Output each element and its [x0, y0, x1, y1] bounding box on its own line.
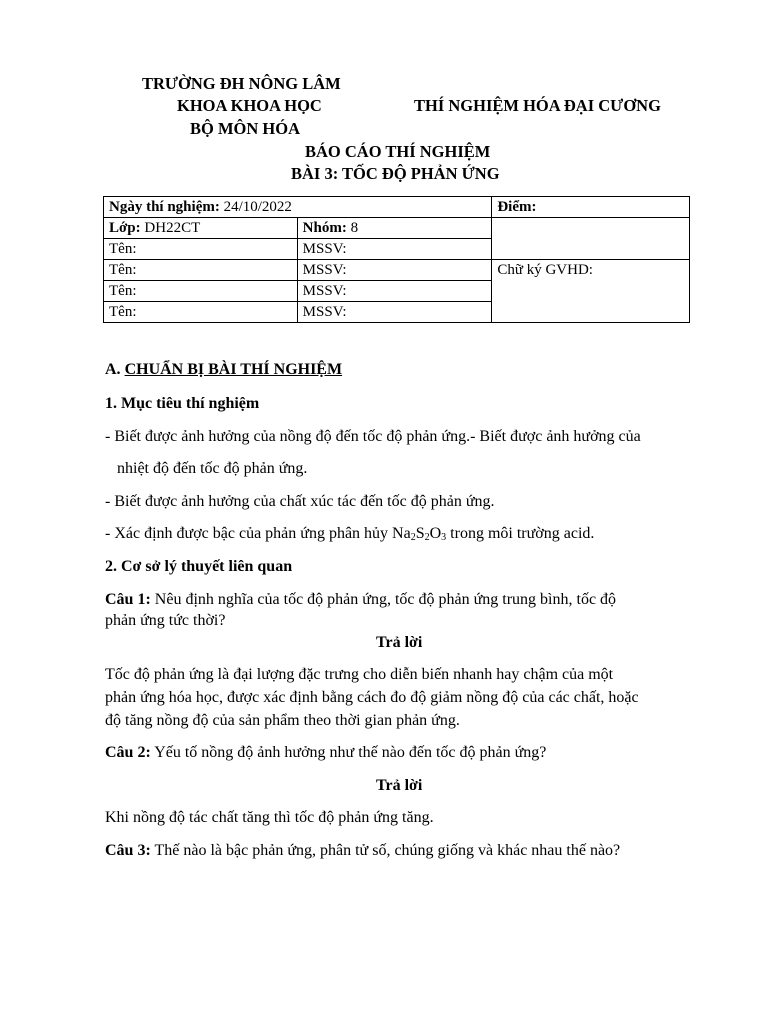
score-box — [492, 218, 690, 239]
subscript: 2 — [410, 532, 416, 543]
student-id-cell: MSSV: — [297, 239, 492, 260]
course-name: THÍ NGHIỆM HÓA ĐẠI CƯƠNG — [414, 96, 661, 115]
student-name-cell: Tên: — [104, 302, 298, 323]
section-a-heading — [105, 358, 342, 382]
subscript: 3 — [441, 532, 447, 543]
section-a-title: CHUẨN BỊ BÀI THÍ NGHIỆM — [124, 361, 343, 378]
student-name-cell: Tên: — [104, 260, 298, 281]
question-1-label: Câu 1: — [105, 591, 151, 608]
objective-3-text: - Xác định được bậc của phản ứng phân hủy Na — [105, 525, 411, 542]
student-id-cell: MSSV: — [297, 302, 492, 323]
table-row — [104, 260, 690, 281]
group-value: 8 — [346, 220, 359, 236]
subscript: 2 — [424, 532, 430, 543]
student-id-cell: MSSV: — [297, 281, 492, 302]
class-label: Lớp: — [109, 220, 141, 236]
formula-part: S — [415, 525, 425, 542]
signature-cell — [492, 260, 690, 323]
question-2-label: Câu 2: — [105, 744, 151, 761]
question-3-label: Câu 3: — [105, 842, 151, 859]
question-2 — [105, 741, 546, 765]
student-name-cell: Tên: — [104, 239, 298, 260]
student-name-cell: Tên: — [104, 281, 298, 302]
objectives-heading: 1. Mục tiêu thí nghiệm — [105, 395, 260, 412]
score-label: Điểm: — [497, 199, 537, 215]
objective-3 — [105, 522, 594, 546]
date-cell — [104, 197, 492, 218]
class-cell — [104, 218, 298, 239]
score-cell — [492, 197, 690, 218]
answer-2: Khi nồng độ tác chất tăng thì tốc độ phản ứng tăng. — [105, 809, 434, 826]
lesson-title: BÀI 3: TỐC ĐỘ PHẢN ỨNG — [291, 164, 500, 183]
class-value: DH22CT — [140, 220, 201, 236]
objective-1-line-1: - Biết được ảnh hưởng của nồng độ đến tốc độ phản ứng.- Biết được ảnh hưởng của — [105, 428, 641, 445]
theory-heading: 2. Cơ sở lý thuyết liên quan — [105, 558, 293, 575]
answer-1-line-2: phản ứng hóa học, được xác định bằng cách đo độ giảm nồng độ của các chất, hoặc — [105, 689, 639, 706]
answer-1-line-3: độ tăng nồng độ của sản phẩm theo thời gian phản ứng. — [105, 712, 460, 729]
date-label: Ngày thí nghiệm: — [109, 199, 220, 215]
faculty-name: KHOA KHOA HỌC — [177, 96, 322, 115]
group-label: Nhóm: — [302, 220, 347, 236]
formula-part: O — [429, 525, 442, 542]
objective-1-line-2: nhiệt độ đến tốc độ phản ứng. — [117, 460, 308, 477]
answer-1-label: Trả lời — [376, 634, 423, 651]
question-2-text: Yếu tố nồng độ ảnh hưởng như thế nào đến tốc độ phản ứng? — [150, 744, 547, 761]
table-row — [104, 239, 690, 260]
question-3 — [105, 839, 620, 863]
score-box-cont — [492, 239, 690, 260]
date-value: 24/10/2022 — [219, 199, 292, 215]
question-3-text: Thế nào là bậc phản ứng, phân tử số, chúng giống và khác nhau thế nào? — [150, 842, 621, 859]
answer-2-label: Trả lời — [376, 777, 423, 794]
info-table — [103, 196, 690, 323]
question-1-line-2: phản ứng tức thời? — [105, 612, 226, 629]
objective-2: - Biết được ảnh hưởng của chất xúc tác đến tốc độ phản ứng. — [105, 493, 495, 510]
table-row — [104, 197, 690, 218]
objective-3-tail: trong môi trường acid. — [446, 525, 595, 542]
university-name: TRƯỜNG ĐH NÔNG LÂM — [142, 74, 341, 93]
group-cell — [297, 218, 492, 239]
question-1-text: Nêu định nghĩa của tốc độ phản ứng, tốc độ phản ứng trung bình, tốc độ — [150, 591, 617, 608]
answer-1-line-1: Tốc độ phản ứng là đại lượng đặc trưng cho diễn biến nhanh hay chậm của một — [105, 666, 614, 683]
section-a-prefix: A. — [105, 361, 125, 378]
signature-label: Chữ ký GVHD: — [497, 262, 593, 278]
department-name: BỘ MÔN HÓA — [190, 119, 300, 138]
table-row — [104, 218, 690, 239]
report-title: BÁO CÁO THÍ NGHIỆM — [305, 142, 491, 161]
student-id-cell: MSSV: — [297, 260, 492, 281]
